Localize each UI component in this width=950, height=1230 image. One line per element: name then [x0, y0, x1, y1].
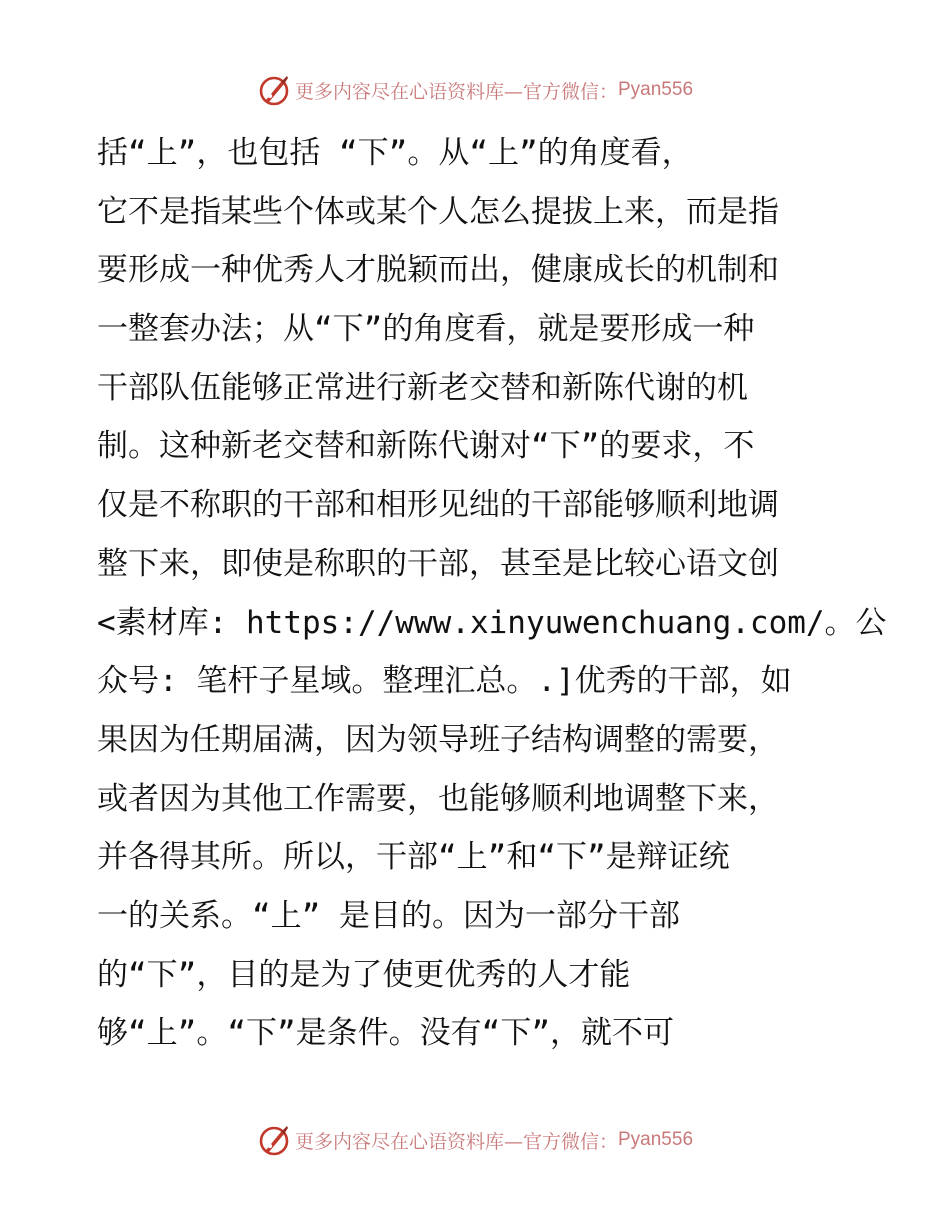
header-wechat-handle: Pyan556	[618, 79, 694, 100]
text-line: 够“上”。“下”是条件。没有“下”，就不可	[97, 1015, 674, 1052]
text-line: 干部队伍能够正常进行新老交替和新陈代谢的机	[97, 369, 748, 406]
text-line: 仅是不称职的干部和相形见绌的干部能够顺利地调	[97, 487, 779, 524]
text-line: 一整套办法；从“下”的角度看，就是要形成一种	[97, 311, 755, 348]
text-line: 一的关系。“上” 是目的。因为一部分干部	[97, 897, 680, 934]
text-line: 并各得其所。所以，干部“上”和“下”是辩证统	[97, 839, 730, 876]
text-line: 的“下”，目的是为了使更优秀的人才能	[97, 956, 631, 993]
text-line: 整下来，即使是称职的干部，甚至是比较心语文创	[97, 545, 779, 582]
text-line: 它不是指某些个体或某个人怎么提拔上来，而是指	[97, 193, 779, 230]
footer-banner	[0, 1120, 950, 1160]
quill-pen-logo-icon	[257, 73, 291, 107]
text-line: 要形成一种优秀人才脱颖而出，健康成长的机制和	[97, 252, 779, 289]
document-body	[97, 124, 887, 1063]
footer-wechat-handle: Pyan556	[618, 1129, 694, 1150]
text-line: 或者因为其他工作需要，也能够顺利地调整下来，	[97, 780, 779, 817]
header-banner	[0, 70, 950, 110]
text-line: 众号: 笔杆子星域。整理汇总。.]优秀的干部，如	[97, 663, 792, 700]
text-line: 果因为任期届满，因为领导班子结构调整的需要，	[97, 721, 779, 758]
header-text: 更多内容尽在心语资料库—官方微信：	[294, 80, 618, 103]
quill-pen-logo-icon	[257, 1123, 291, 1157]
text-line-url: <素材库: https://www.xinyuwenchuang.com/。公	[97, 604, 887, 641]
text-line: 括“上”，也包括 “下”。从“上”的角度看，	[97, 135, 693, 171]
footer-text: 更多内容尽在心语资料库—官方微信：	[294, 1130, 618, 1153]
text-line: 制。这种新老交替和新陈代谢对“下”的要求，不	[97, 428, 755, 465]
